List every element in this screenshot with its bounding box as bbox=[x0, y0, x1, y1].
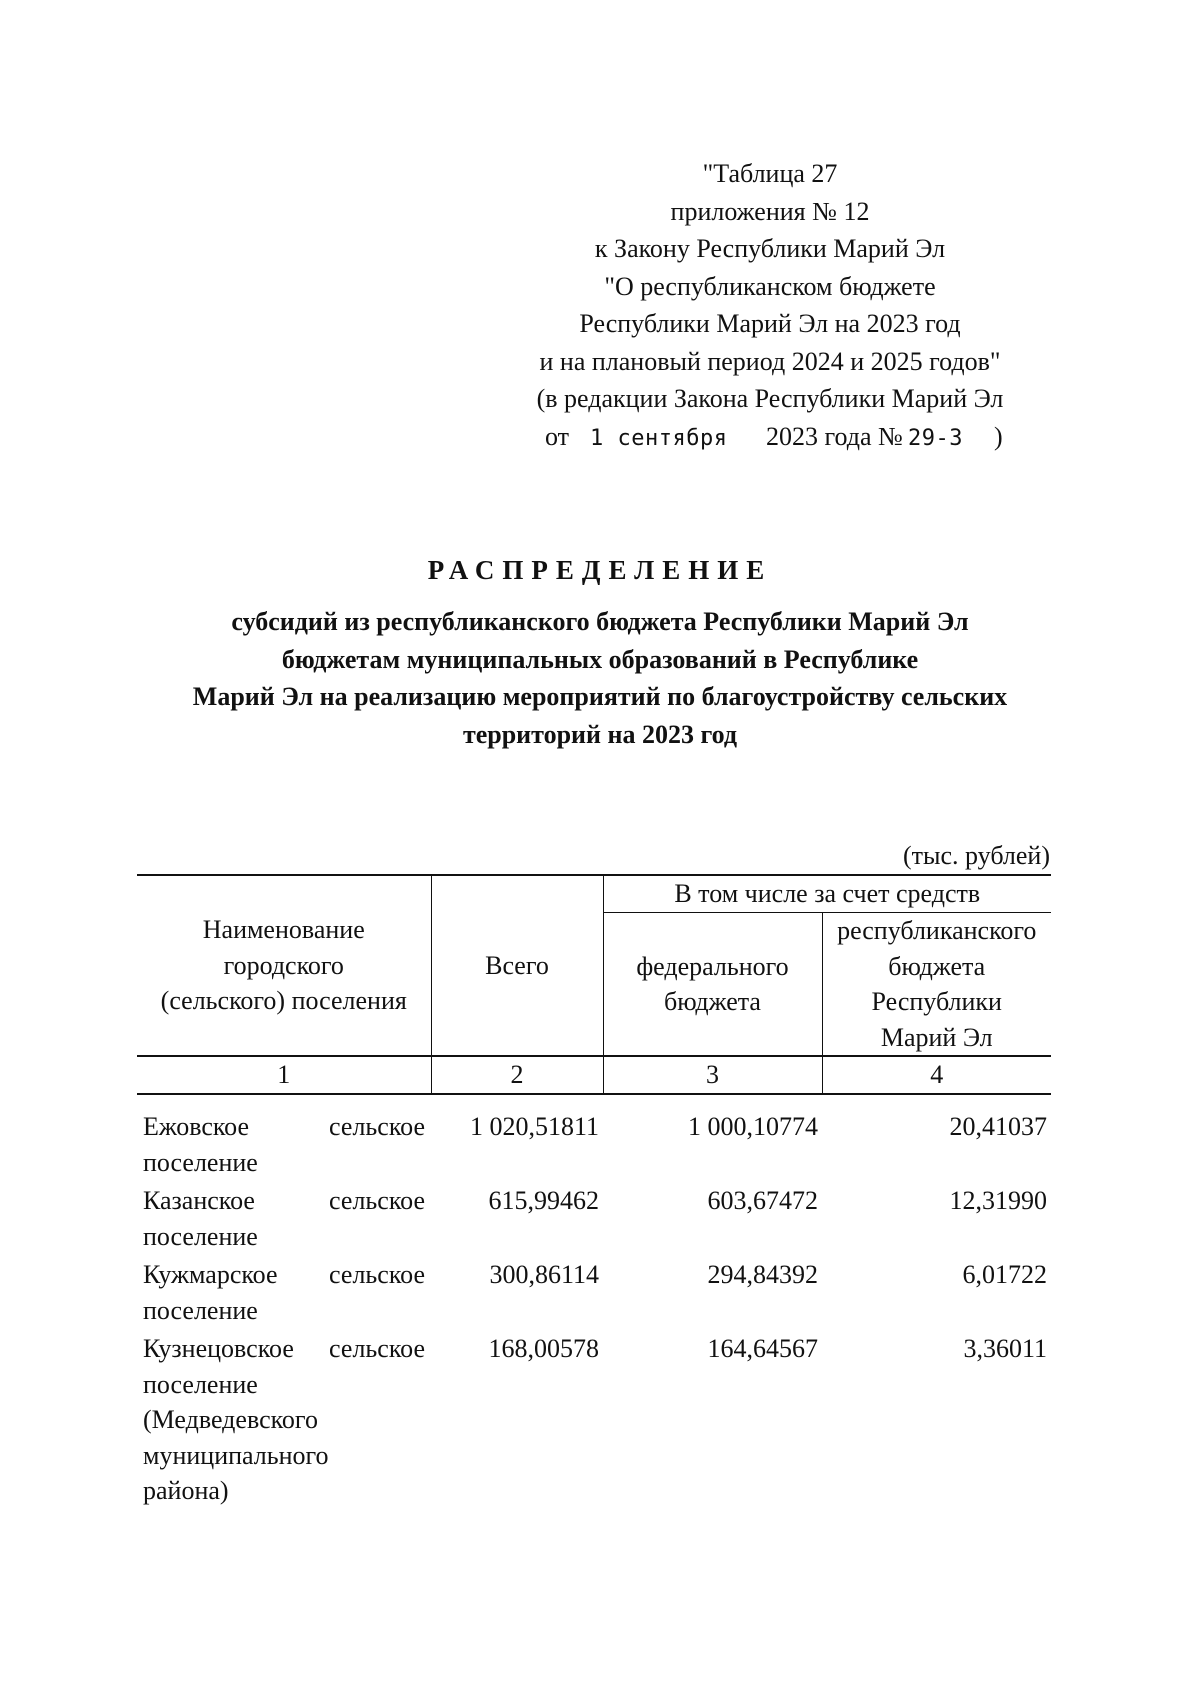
name-part: района) bbox=[143, 1476, 229, 1505]
header-line: республиканского bbox=[837, 916, 1037, 945]
cell-republic: 6,01722 bbox=[962, 1260, 1048, 1289]
cell-federal: 164,64567 bbox=[707, 1334, 818, 1363]
header-line: бюджета bbox=[888, 951, 986, 981]
name-part: Ежовское bbox=[143, 1112, 250, 1141]
cell-federal: 1 000,10774 bbox=[688, 1112, 818, 1141]
annex-date-line bbox=[470, 418, 1070, 456]
col-header-federal bbox=[603, 913, 822, 1057]
name-line bbox=[143, 1331, 425, 1367]
name-part: Кужмарское bbox=[143, 1260, 278, 1289]
name-line bbox=[143, 1257, 425, 1293]
cell-total: 615,99462 bbox=[488, 1186, 599, 1215]
handwritten-law-number: 29-З bbox=[908, 425, 963, 451]
col-header-republic bbox=[822, 913, 1051, 1057]
cell-total: 300,86114 bbox=[489, 1260, 599, 1289]
cell-total: 1 020,51811 bbox=[469, 1112, 599, 1141]
date-year: 2023 года № bbox=[766, 421, 903, 451]
name-part: сельское bbox=[329, 1260, 425, 1289]
cell-republic: 20,41037 bbox=[949, 1112, 1048, 1141]
table-row bbox=[137, 1331, 1051, 1512]
cell-republic: 12,31990 bbox=[949, 1186, 1048, 1215]
name-part: поселение bbox=[143, 1221, 258, 1251]
annex-line: Республики Марий Эл на 2023 год bbox=[579, 309, 961, 338]
cell-federal: 294,84392 bbox=[707, 1260, 818, 1289]
header-line: федерального bbox=[636, 951, 789, 981]
table-row bbox=[137, 1094, 1051, 1183]
settlement-name bbox=[137, 1331, 431, 1512]
col-number: 1 bbox=[137, 1056, 431, 1094]
cell-republic: 3,36011 bbox=[963, 1334, 1048, 1363]
header-line: городского bbox=[223, 950, 344, 980]
col-number: 4 bbox=[822, 1056, 1051, 1094]
annex-line: "О республиканском бюджете bbox=[604, 271, 936, 301]
cell-federal: 603,67472 bbox=[707, 1186, 818, 1215]
units-label: (тыс. рублей) bbox=[902, 841, 1050, 870]
col-header-total: Всего bbox=[431, 875, 603, 1056]
name-part: поселение bbox=[143, 1147, 258, 1177]
subtitle-line: бюджетам муниципальных образований в Республике bbox=[281, 644, 919, 674]
subtitle-line: территорий на 2023 год bbox=[462, 719, 738, 749]
name-line bbox=[143, 1109, 425, 1145]
settlement-name bbox=[137, 1094, 431, 1183]
date-close: ) bbox=[994, 421, 1003, 451]
name-part: поселение bbox=[143, 1369, 258, 1399]
settlement-name bbox=[137, 1257, 431, 1331]
name-part: сельское bbox=[329, 1112, 425, 1141]
table-row bbox=[137, 1183, 1051, 1257]
name-part: муниципального bbox=[143, 1440, 329, 1470]
distribution-table bbox=[137, 874, 1051, 1512]
col-number: 2 bbox=[431, 1056, 603, 1094]
handwritten-date: 1 сентября bbox=[590, 425, 728, 451]
annex-line: "Таблица 27 bbox=[702, 159, 838, 188]
name-part: сельское bbox=[329, 1334, 425, 1363]
document-title: РАСПРЕДЕЛЕНИЕ bbox=[427, 555, 773, 585]
name-part: сельское bbox=[329, 1186, 425, 1215]
annex-line: и на плановый период 2024 и 2025 годов" bbox=[539, 346, 1001, 376]
subtitle-line: Марий Эл на реализацию мероприятий по благоустройству сельских bbox=[192, 682, 1008, 711]
annex-line: к Закону Республики Марий Эл bbox=[594, 234, 946, 263]
name-line bbox=[143, 1183, 425, 1219]
group-header-sources: В том числе за счет средств bbox=[603, 875, 1051, 913]
document-subtitle bbox=[120, 603, 1080, 753]
name-part: (Медведевского bbox=[143, 1405, 318, 1434]
name-part: Кузнецовское bbox=[143, 1334, 294, 1363]
table-row bbox=[137, 1257, 1051, 1331]
name-part: Казанское bbox=[143, 1186, 255, 1215]
col-number: 3 bbox=[603, 1056, 822, 1094]
annex-line: (в редакции Закона Республики Марий Эл bbox=[536, 384, 1004, 413]
header-line: Республики bbox=[871, 987, 1002, 1016]
annex-header bbox=[470, 155, 1070, 455]
header-line: бюджета bbox=[664, 987, 761, 1016]
date-prefix: от bbox=[545, 421, 570, 451]
annex-line: приложения № 12 bbox=[670, 196, 870, 226]
cell-total: 168,00578 bbox=[488, 1334, 599, 1363]
header-line: (сельского) поселения bbox=[160, 986, 407, 1016]
header-line: Марий Эл bbox=[880, 1022, 993, 1052]
header-line: Наименование bbox=[202, 915, 365, 945]
subtitle-line: субсидий из республиканского бюджета Республики Марий Эл bbox=[231, 607, 969, 636]
name-part: поселение bbox=[143, 1295, 258, 1325]
settlement-name bbox=[137, 1183, 431, 1257]
col-header-name bbox=[137, 875, 431, 1056]
